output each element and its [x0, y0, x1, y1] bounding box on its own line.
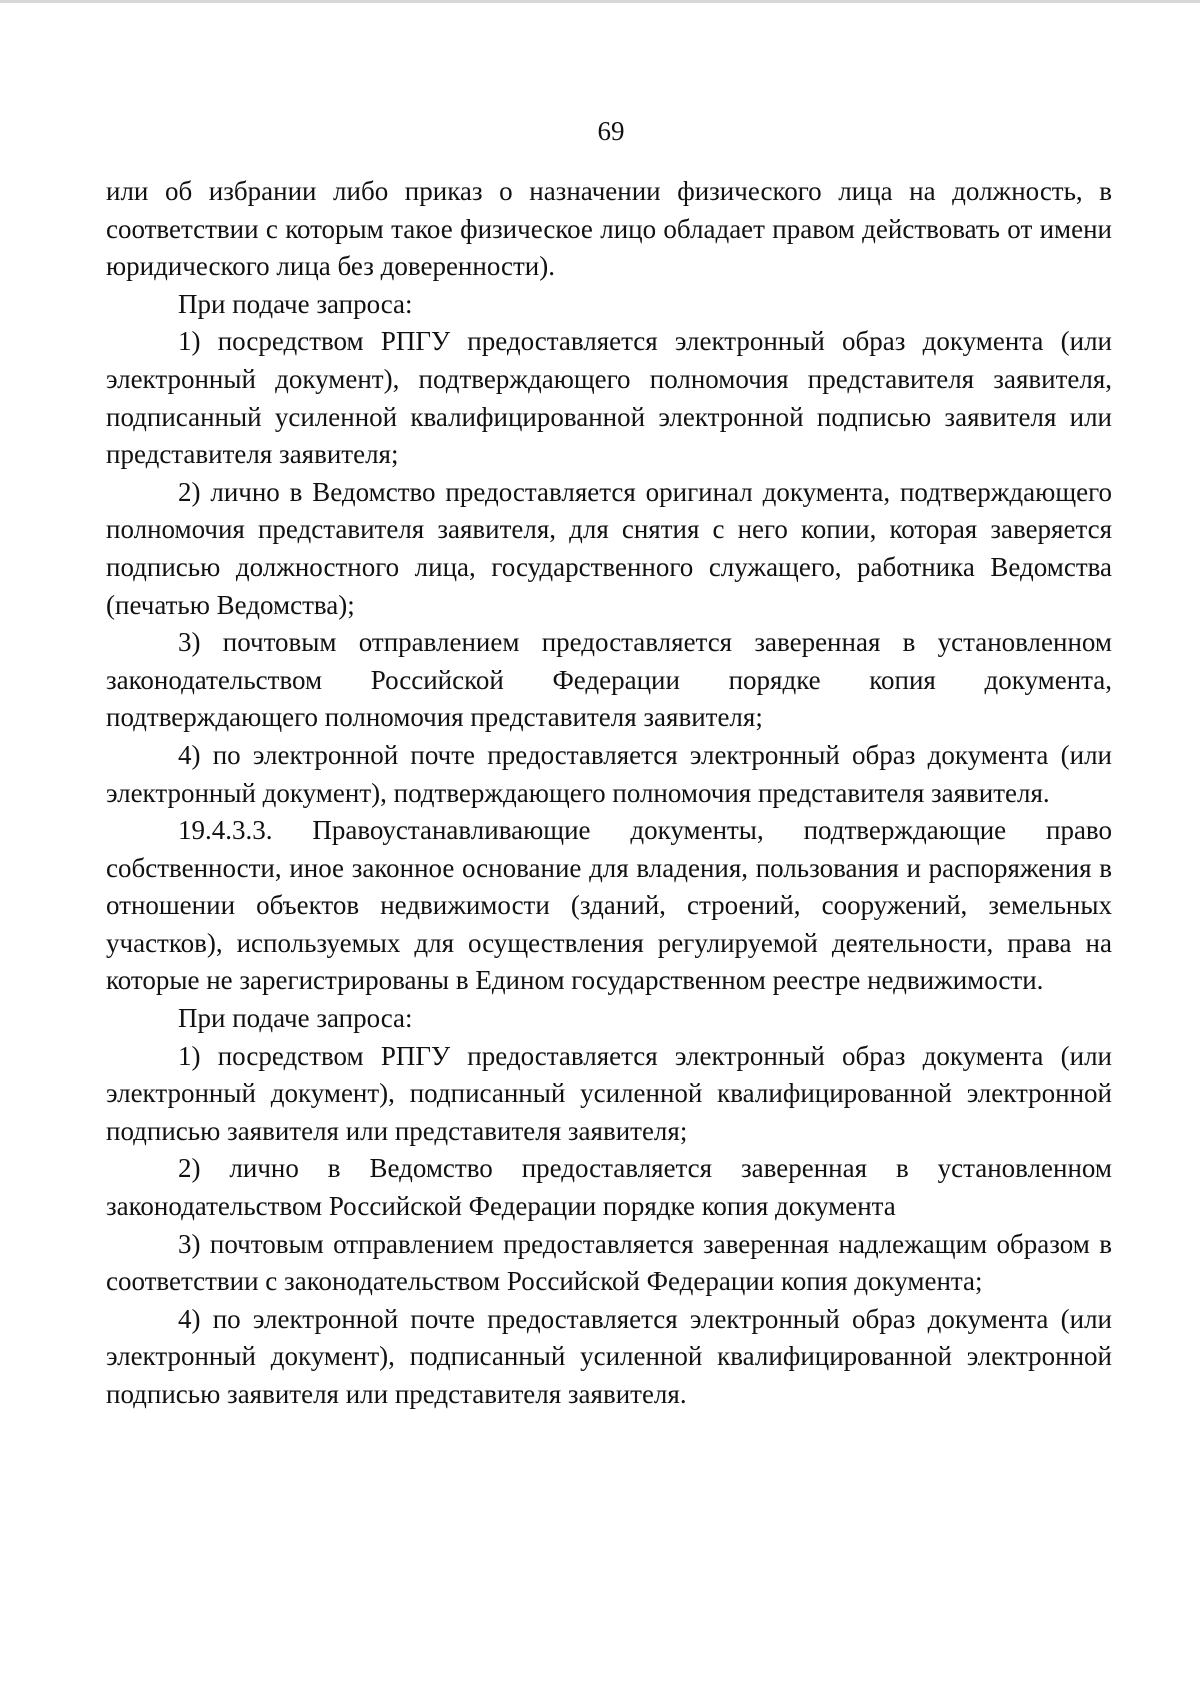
page-number: 69 [597, 116, 625, 146]
paragraph-section-19-4-3-3: 19.4.3.3. Правоустанавливающие документы, подтверждающие право собственности, иное законное основание для владения, пользования и распоряжения в отношении объектов недвижимости (зданий, строений, сооружений, земельных участков), используемых для осуществления регулируемой деятельности, права на которые не зарегистрированы в Едином государственном реестре недвижимости. [106, 815, 1112, 996]
paragraph-item-3-post: 3) почтовым отправлением предоставляется заверенная в установленном законодательством Российской Федерации порядке копия документа, подтверждающего полномочия представителя заявителя; [106, 627, 1112, 733]
scan-top-edge [0, 0, 1200, 3]
paragraph-request-heading-2: При подаче запроса: [178, 1003, 413, 1034]
paragraph-item-4-email-2: 4) по электронной почте предоставляется электронный образ документа (или электронный документ), подписанный усиленной квалифицированной электронной подписью заявителя или представителя заявителя. [106, 1303, 1112, 1409]
document-body [106, 173, 1112, 1414]
paragraph-item-2-in-person: 2) лично в Ведомство предоставляется оригинал документа, подтверждающего полномочия представителя заявителя, для снятия с него копии, которая заверяется подписью должностного лица, государственного служащего, работника Ведомства (печатью Ведомства); [106, 476, 1112, 620]
paragraph-item-4-email: 4) по электронной почте предоставляется электронный образ документа (или электронный документ), подтверждающего полномочия представителя заявителя. [106, 739, 1112, 808]
paragraph-item-1-rpgu: 1) посредством РПГУ предоставляется электронный образ документа (или электронный документ), подтверждающего полномочия представителя заявителя, подписанный усиленной квалифицированной электронной подписью заявителя или представителя заявителя; [106, 326, 1112, 470]
paragraph-item-3-post-2: 3) почтовым отправлением предоставляется заверенная надлежащим образом в соответствии с законодательством Российской Федерации копия документа; [106, 1228, 1112, 1297]
paragraph-request-heading: При подаче запроса: [178, 288, 413, 319]
paragraph-item-2-in-person-2: 2) лично в Ведомство предоставляется заверенная в установленном законодательством Российской Федерации порядке копия документа [106, 1153, 1112, 1222]
paragraph-item-1-rpgu-2: 1) посредством РПГУ предоставляется электронный образ документа (или электронный документ), подписанный усиленной квалифицированной электронной подписью заявителя или представителя заявителя; [106, 1040, 1112, 1146]
paragraph-continuation: или об избрании либо приказ о назначении физического лица на должность, в соответствии с которым такое физическое лицо обладает правом действовать от имени юридического лица без доверенности). [106, 176, 1112, 282]
